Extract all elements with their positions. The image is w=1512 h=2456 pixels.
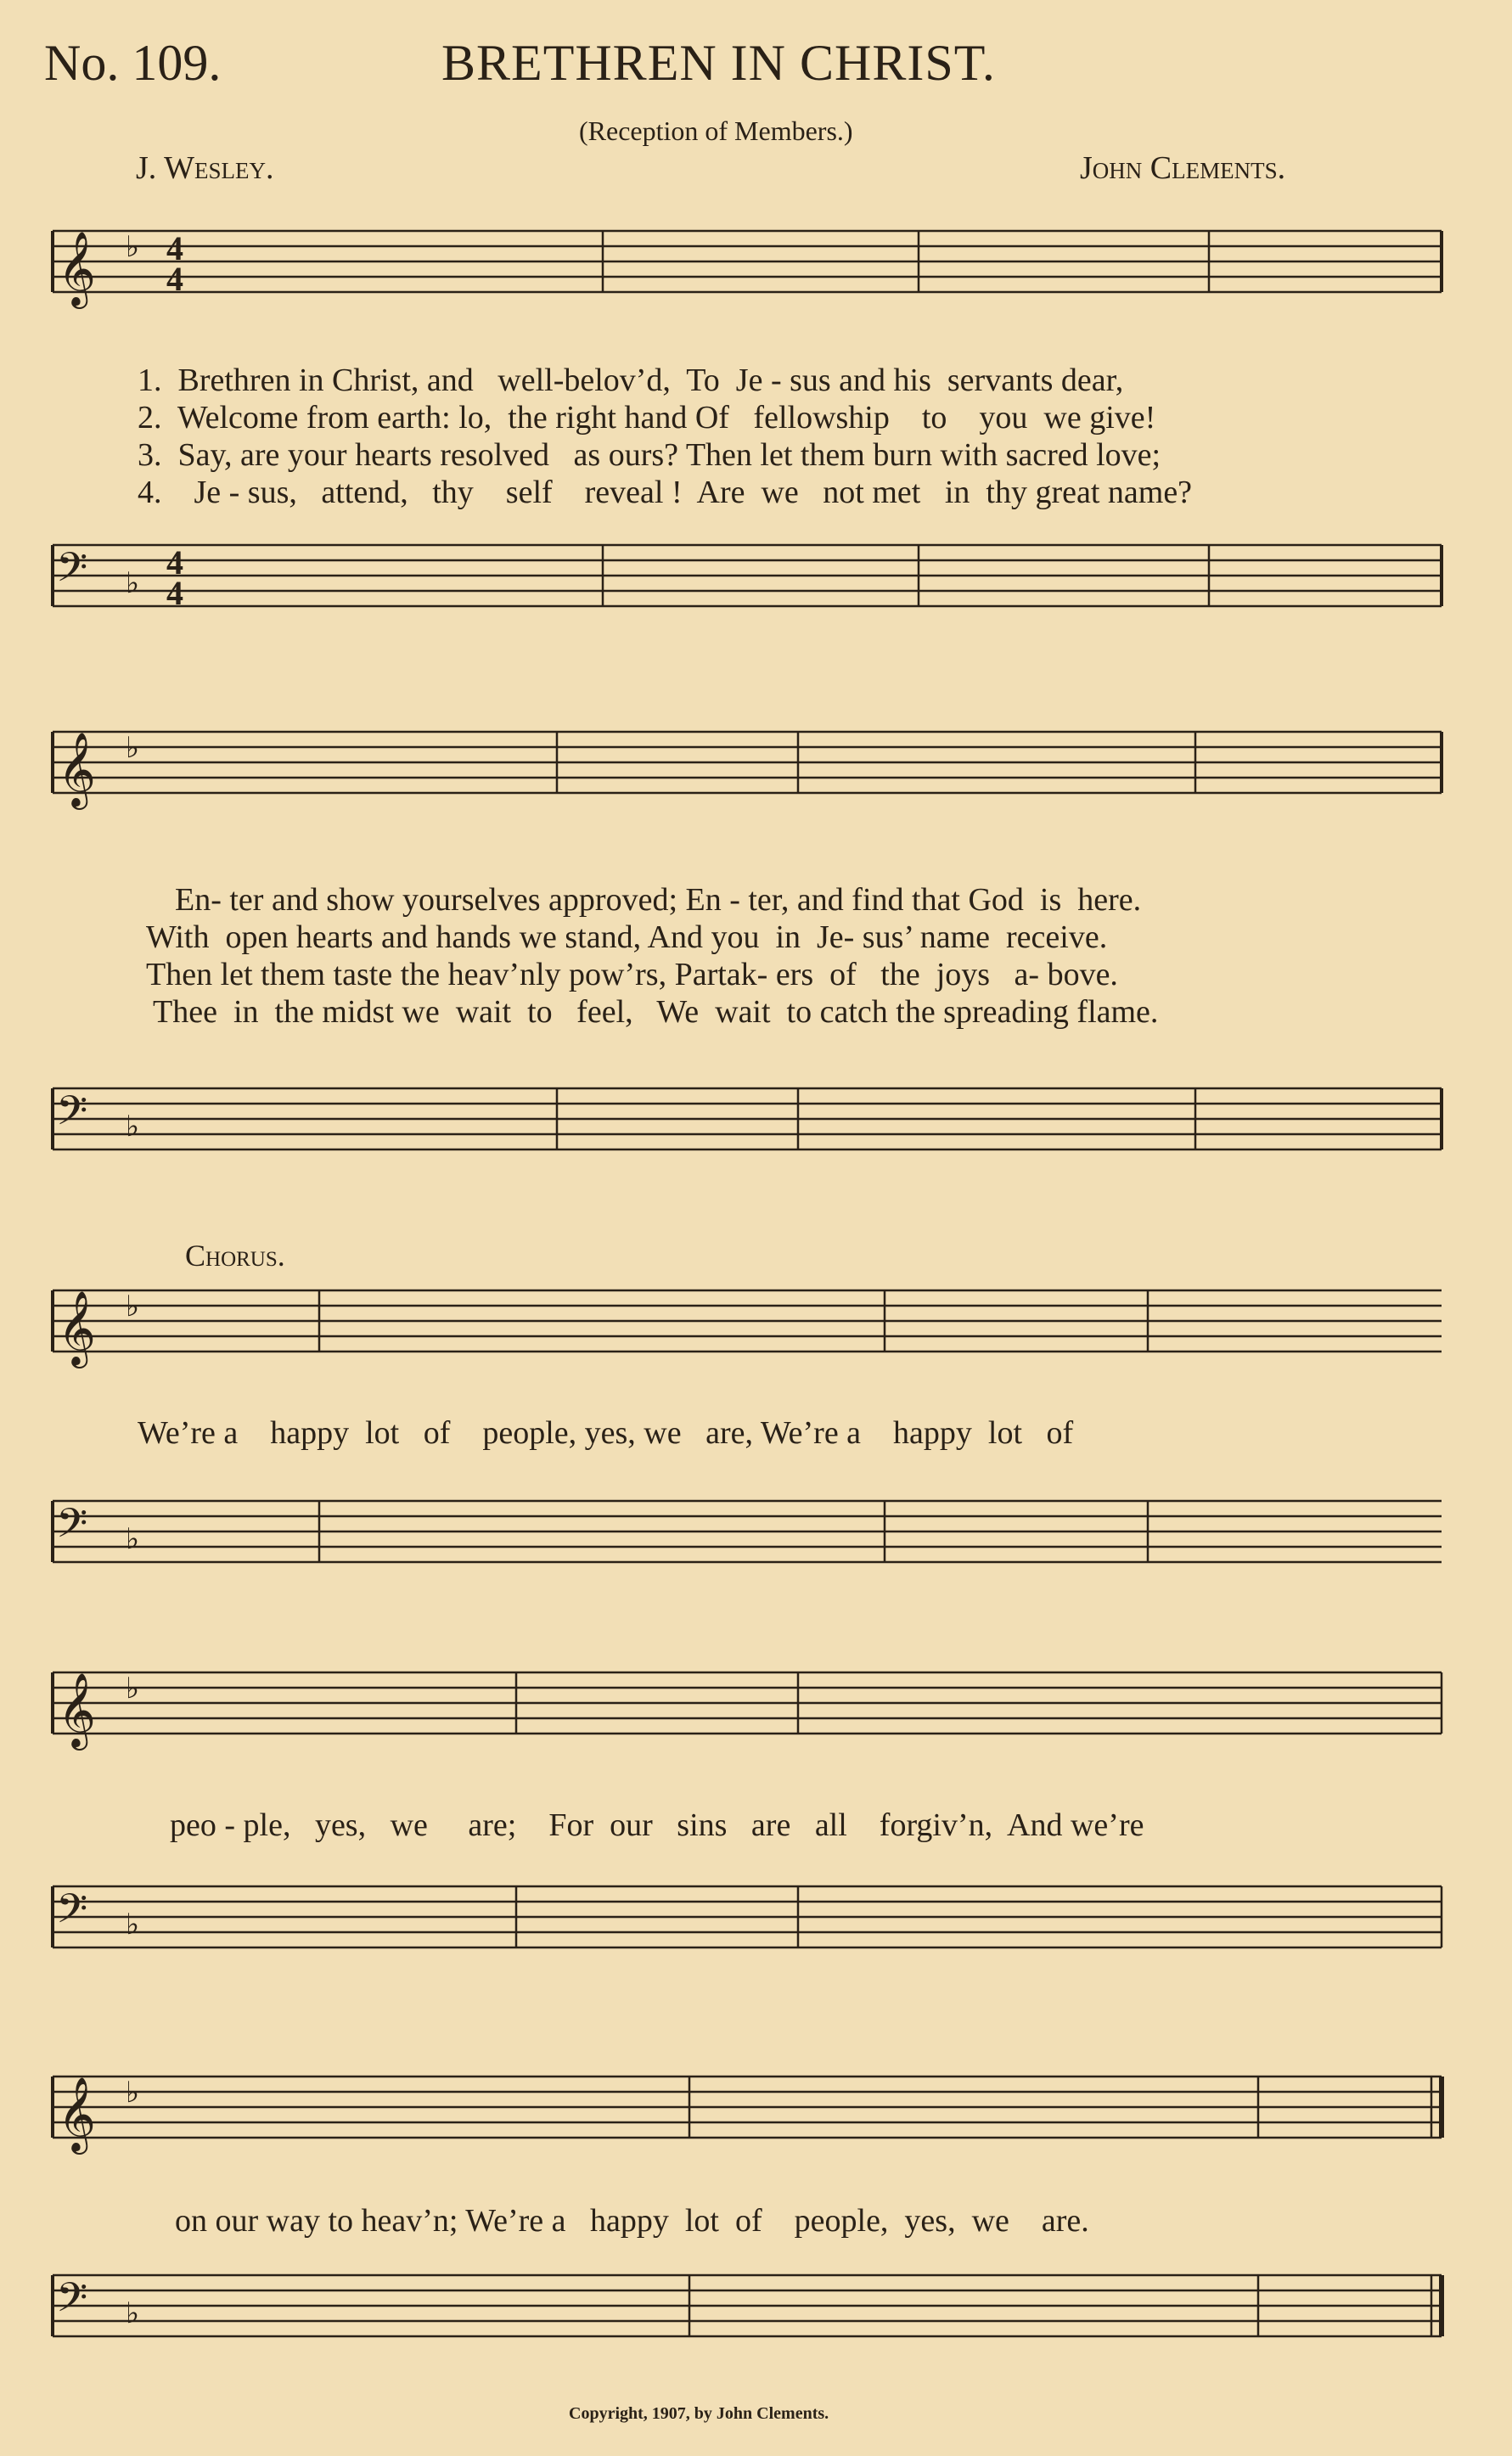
svg-text:♭: ♭ <box>126 2296 140 2330</box>
svg-text:♭: ♭ <box>126 2076 140 2110</box>
svg-text:𝄞: 𝄞 <box>58 1290 96 1365</box>
svg-text:𝄢: 𝄢 <box>56 1499 88 1557</box>
svg-text:4: 4 <box>166 229 183 267</box>
svg-text:𝄞: 𝄞 <box>58 1672 96 1747</box>
svg-text:♭: ♭ <box>126 1908 140 1942</box>
svg-text:♭: ♭ <box>126 566 140 600</box>
svg-text:𝄞: 𝄞 <box>58 731 96 806</box>
staff-system-3-treble <box>0 1282 1512 1401</box>
svg-text:4: 4 <box>166 260 183 298</box>
svg-text:♭: ♭ <box>126 1110 140 1144</box>
hymn-subtitle: (Reception of Members.) <box>579 115 853 146</box>
verse-line-2-1: En- ter and show yourselves approved; En - ter, and find that God is here. <box>175 882 1142 918</box>
copyright-notice: Copyright, 1907, by John Clements. <box>569 2404 829 2423</box>
verse-line-1-3: 3. Say, are your hearts resolved as ours? Then let them burn with sacred love; <box>138 437 1161 473</box>
svg-text:𝄢: 𝄢 <box>56 1885 88 1942</box>
chorus-line-2: peo - ple, yes, we are; For our sins are all forgiv’n, And we’re <box>170 1807 1144 1843</box>
verse-line-2-3: Then let them taste the heav’nly pow’rs, Partak- ers of the joys a- bove. <box>146 957 1118 992</box>
verse-line-1-2: 2. Welcome from earth: lo, the right hand Of fellowship to you we give! <box>138 400 1156 436</box>
composer-credit: John Clements. <box>1080 150 1286 186</box>
svg-text:4: 4 <box>166 574 183 612</box>
author-credit: J. Wesley. <box>136 150 274 186</box>
staff-system-5-bass <box>0 2267 1512 2386</box>
chorus-line-1: We’re a happy lot of people, yes, we are, We’re a happy lot of <box>138 1415 1074 1451</box>
staff-system-1-treble <box>0 222 1512 341</box>
svg-text:𝄢: 𝄢 <box>56 1087 88 1144</box>
verse-line-1-1: 1. Brethren in Christ, and well-belov’d, To Je - sus and his servants dear, <box>138 362 1124 398</box>
svg-text:4: 4 <box>166 543 183 582</box>
svg-text:𝄢: 𝄢 <box>56 543 88 601</box>
verse-line-2-2: With open hearts and hands we stand, And you in Je- sus’ name receive. <box>146 919 1108 955</box>
staff-system-4-treble <box>0 1664 1512 1783</box>
hymn-number: No. 109. <box>44 35 222 91</box>
staff-system-4-bass <box>0 1878 1512 1997</box>
staff-system-5-treble <box>0 2068 1512 2187</box>
svg-text:♭: ♭ <box>126 230 140 264</box>
staff-system-2-treble <box>0 723 1512 842</box>
svg-text:♭: ♭ <box>126 1672 140 1706</box>
svg-text:𝄞: 𝄞 <box>58 230 96 306</box>
chorus-line-3: on our way to heav’n; We’re a happy lot of people, yes, we are. <box>175 2203 1089 2239</box>
staff-system-3-bass <box>0 1492 1512 1611</box>
svg-text:♭: ♭ <box>126 731 140 765</box>
staff-system-1-bass <box>0 537 1512 655</box>
svg-text:𝄢: 𝄢 <box>56 2273 88 2331</box>
svg-text:𝄞: 𝄞 <box>58 2076 96 2151</box>
verse-line-2-4: Thee in the midst we wait to feel, We wait to catch the spreading flame. <box>153 994 1159 1030</box>
staff-system-2-bass <box>0 1080 1512 1199</box>
verse-line-1-4: 4. Je - sus, attend, thy self reveal ! Are we not met in thy great name? <box>138 475 1193 510</box>
svg-text:♭: ♭ <box>126 1290 140 1324</box>
chorus-label: Chorus. <box>185 1239 285 1273</box>
svg-text:♭: ♭ <box>126 1522 140 1556</box>
hymn-title: BRETHREN IN CHRIST. <box>441 35 996 91</box>
